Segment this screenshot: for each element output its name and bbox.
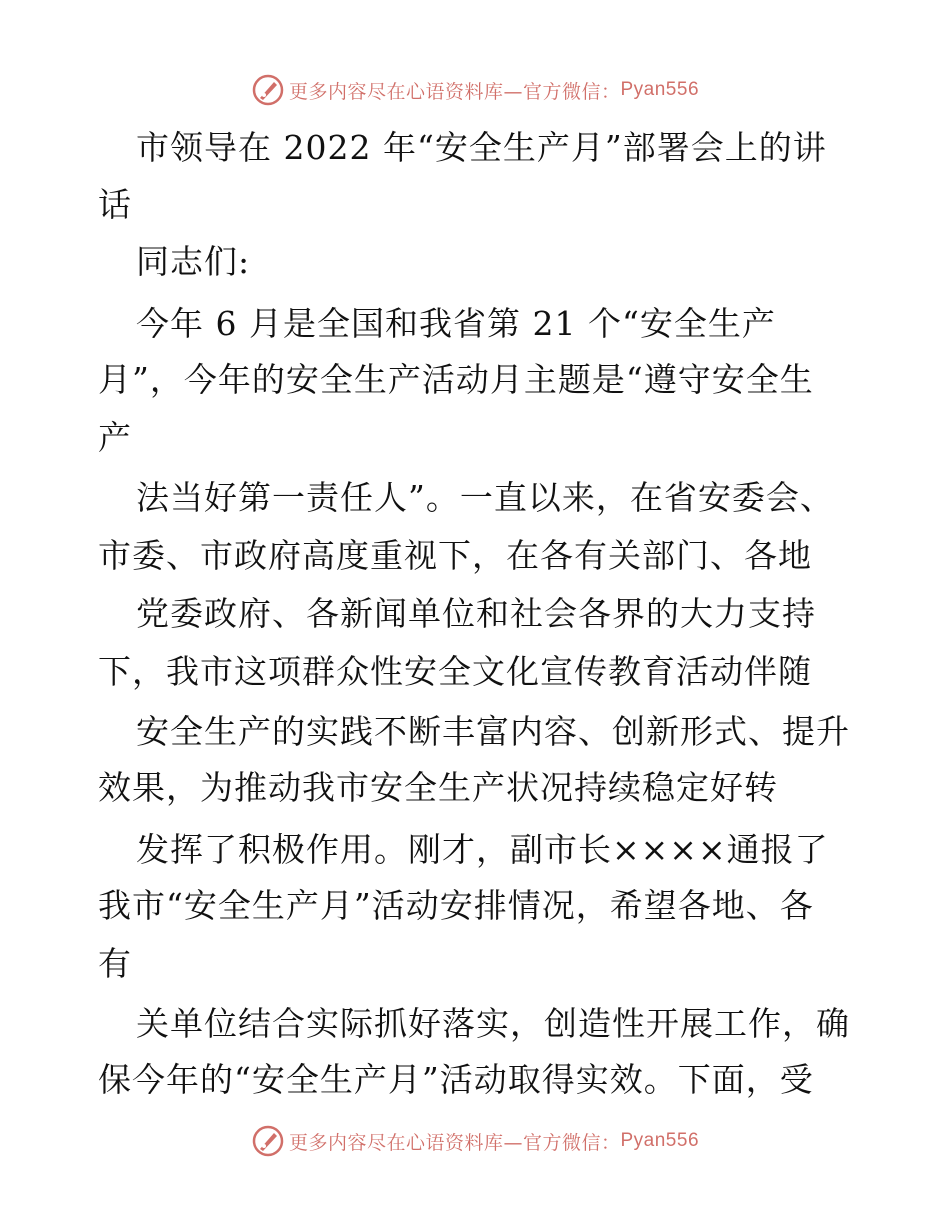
watermark-text: 更多内容尽在心语资料库—官方微信：: [288, 1131, 621, 1154]
watermark-code: Pyan556: [620, 1130, 700, 1151]
watermark-text: 更多内容尽在心语资料库—官方微信：: [288, 80, 621, 103]
text-line: 效果，为推动我市安全生产状况持续稳定好转: [98, 768, 778, 807]
text-line: 保今年的“安全生产月”活动取得实效。下面，受: [98, 1060, 814, 1099]
text-line: 市委、市政府高度重视下，在各有关部门、各地: [98, 536, 812, 575]
watermark-code: Pyan556: [620, 79, 700, 100]
pen-logo-icon: [251, 73, 285, 107]
text-line: 产: [98, 418, 132, 457]
text-line: 有: [98, 944, 132, 983]
watermark-footer: [0, 1123, 950, 1159]
text-line: 今年 6 月是全国和我省第 21 个“安全生产: [136, 304, 776, 343]
text-line: 法当好第一责任人”。一直以来，在省安委会、: [136, 478, 834, 517]
text-line: 市领导在 2022 年“安全生产月”部署会上的讲: [136, 128, 827, 167]
text-line: 关单位结合实际抓好落实，创造性开展工作，确: [136, 1004, 850, 1043]
text-line: 党委政府、各新闻单位和社会各界的大力支持: [136, 594, 816, 633]
text-line: 安全生产的实践不断丰富内容、创新形式、提升: [136, 712, 850, 751]
text-line: 月”，今年的安全生产活动月主题是“遵守安全生: [98, 360, 814, 399]
text-line: 下，我市这项群众性安全文化宣传教育活动伴随: [98, 652, 812, 691]
text-line: 话: [98, 185, 132, 224]
watermark-header: [0, 72, 950, 108]
pen-logo-icon: [251, 1124, 285, 1158]
text-line: 发挥了积极作用。刚才，副市长××××通报了: [136, 830, 829, 869]
text-line: 同志们:: [136, 242, 251, 281]
text-line: 我市“安全生产月”活动安排情况，希望各地、各: [98, 886, 814, 925]
